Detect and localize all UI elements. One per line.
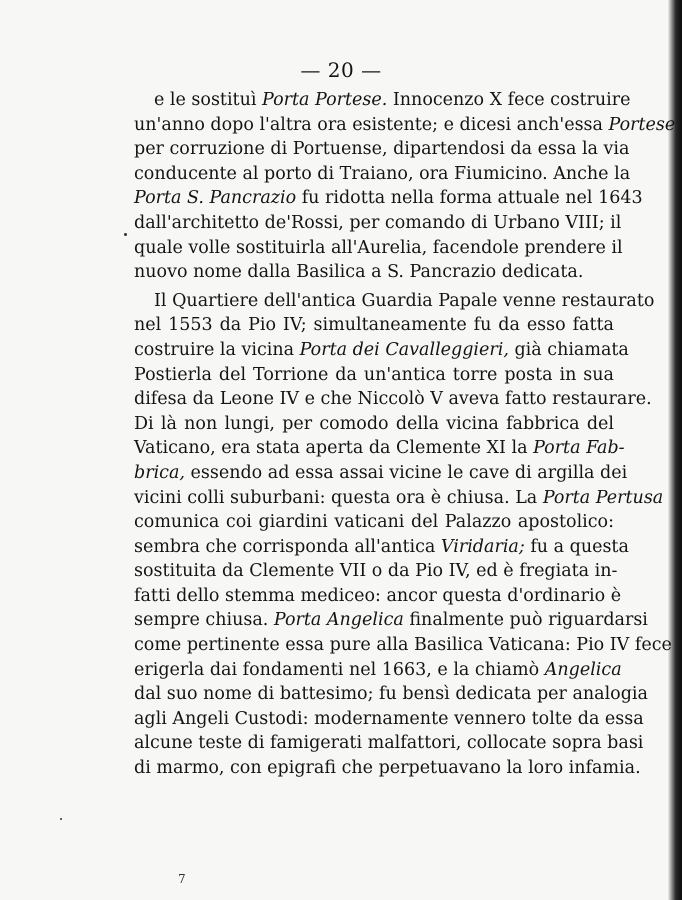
ink-speck (124, 233, 127, 236)
text-line: brica, essendo ad essa assai vicine le cave di argilla dei (134, 462, 628, 483)
text-line: un'anno dopo l'altra ora esistente; e dicesi anch'essa Portese (134, 114, 676, 135)
text-line: Di là non lungi, per comodo della vicina fabbrica del (134, 413, 614, 434)
italic-term: Angelica (544, 659, 622, 680)
text-line: nuovo nome dalla Basilica a S. Pancrazio dedicata. (134, 262, 584, 283)
italic-term: brica, (134, 462, 185, 483)
text-line: dal suo nome di battesimo; fu bensì dedicata per analogia (134, 684, 648, 705)
text-line: vicini colli suburbani: questa ora è chiusa. La Porta Pertusa (134, 487, 664, 508)
text-line: Il Quartiere dell'antica Guardia Papale venne restaurato (154, 290, 655, 311)
text-line: sembra che corrisponda all'antica Viridaria; fu a questa (134, 536, 629, 557)
italic-term: Porta Pertusa (542, 487, 664, 508)
text-line: comunica coi giardini vaticani del Palazzo apostolico: (134, 512, 614, 533)
ink-speck (60, 818, 62, 820)
paragraph-2 (134, 289, 672, 781)
text-line: sempre chiusa. Porta Angelica finalmente può riguardarsi (134, 610, 648, 631)
text-line: Postierla del Torrione da un'antica torre posta in sua (134, 364, 614, 385)
italic-term: Porta dei Cavalleggieri, (299, 339, 509, 360)
text-line: conducente al porto di Traiano, ora Fiumicino. Anche la (134, 163, 631, 184)
page-edge-shadow (668, 0, 682, 900)
italic-term: Porta Fab- (533, 438, 625, 459)
text-line: fatti dello stemma mediceo: ancor questa d'ordinario è (134, 585, 622, 606)
text-line: e le sostituì Porta Portese. Innocenzo X fece costruire (154, 90, 631, 110)
text-line: erigerla dai fondamenti nel 1663, e la chiamò Angelica (134, 659, 622, 680)
italic-term: Viridaria; (440, 536, 525, 557)
italic-term: Porta Angelica (273, 610, 404, 631)
paragraph-1 (134, 88, 676, 285)
text-line: Vaticano, era stata aperta da Clemente XI la Porta Fab- (134, 438, 625, 459)
text-line: per corruzione di Portuense, dipartendosi da essa la via (134, 139, 630, 160)
text-line: costruire la vicina Porta dei Cavalleggieri, già chiamata (134, 339, 629, 360)
text-line: come pertinente essa pure alla Basilica Vaticana: Pio IV fece (134, 635, 672, 656)
page-number: — 20 — (300, 58, 382, 82)
text-line: dall'architetto de'Rossi, per comando di Urbano VIII; il (134, 212, 622, 233)
text-line: Porta S. Pancrazio fu ridotta nella forma attuale nel 1643 (134, 188, 643, 209)
text-line: difesa da Leone IV e che Niccolò V aveva fatto restaurare. (134, 389, 652, 410)
text-line: quale volle sostituirla all'Aurelia, facendole prendere il (134, 237, 623, 258)
italic-term: Porta S. Pancrazio (134, 188, 297, 209)
body-text (134, 88, 676, 781)
italic-term: Porta Portese. (262, 90, 388, 110)
italic-term: Portese (608, 114, 676, 135)
footer-mark: 7 (178, 872, 186, 886)
text-line: agli Angeli Custodi: modernamente vennero tolte da essa (134, 708, 644, 729)
text-line: di marmo, con epigrafi che perpetuavano la loro infamia. (134, 758, 641, 779)
text-line: sostituita da Clemente VII o da Pio IV, ed è fregiata in- (134, 561, 618, 582)
text-line: nel 1553 da Pio IV; simultaneamente fu da esso fatta (134, 315, 614, 336)
text-line: alcune teste di famigerati malfattori, collocate sopra basi (134, 733, 644, 754)
